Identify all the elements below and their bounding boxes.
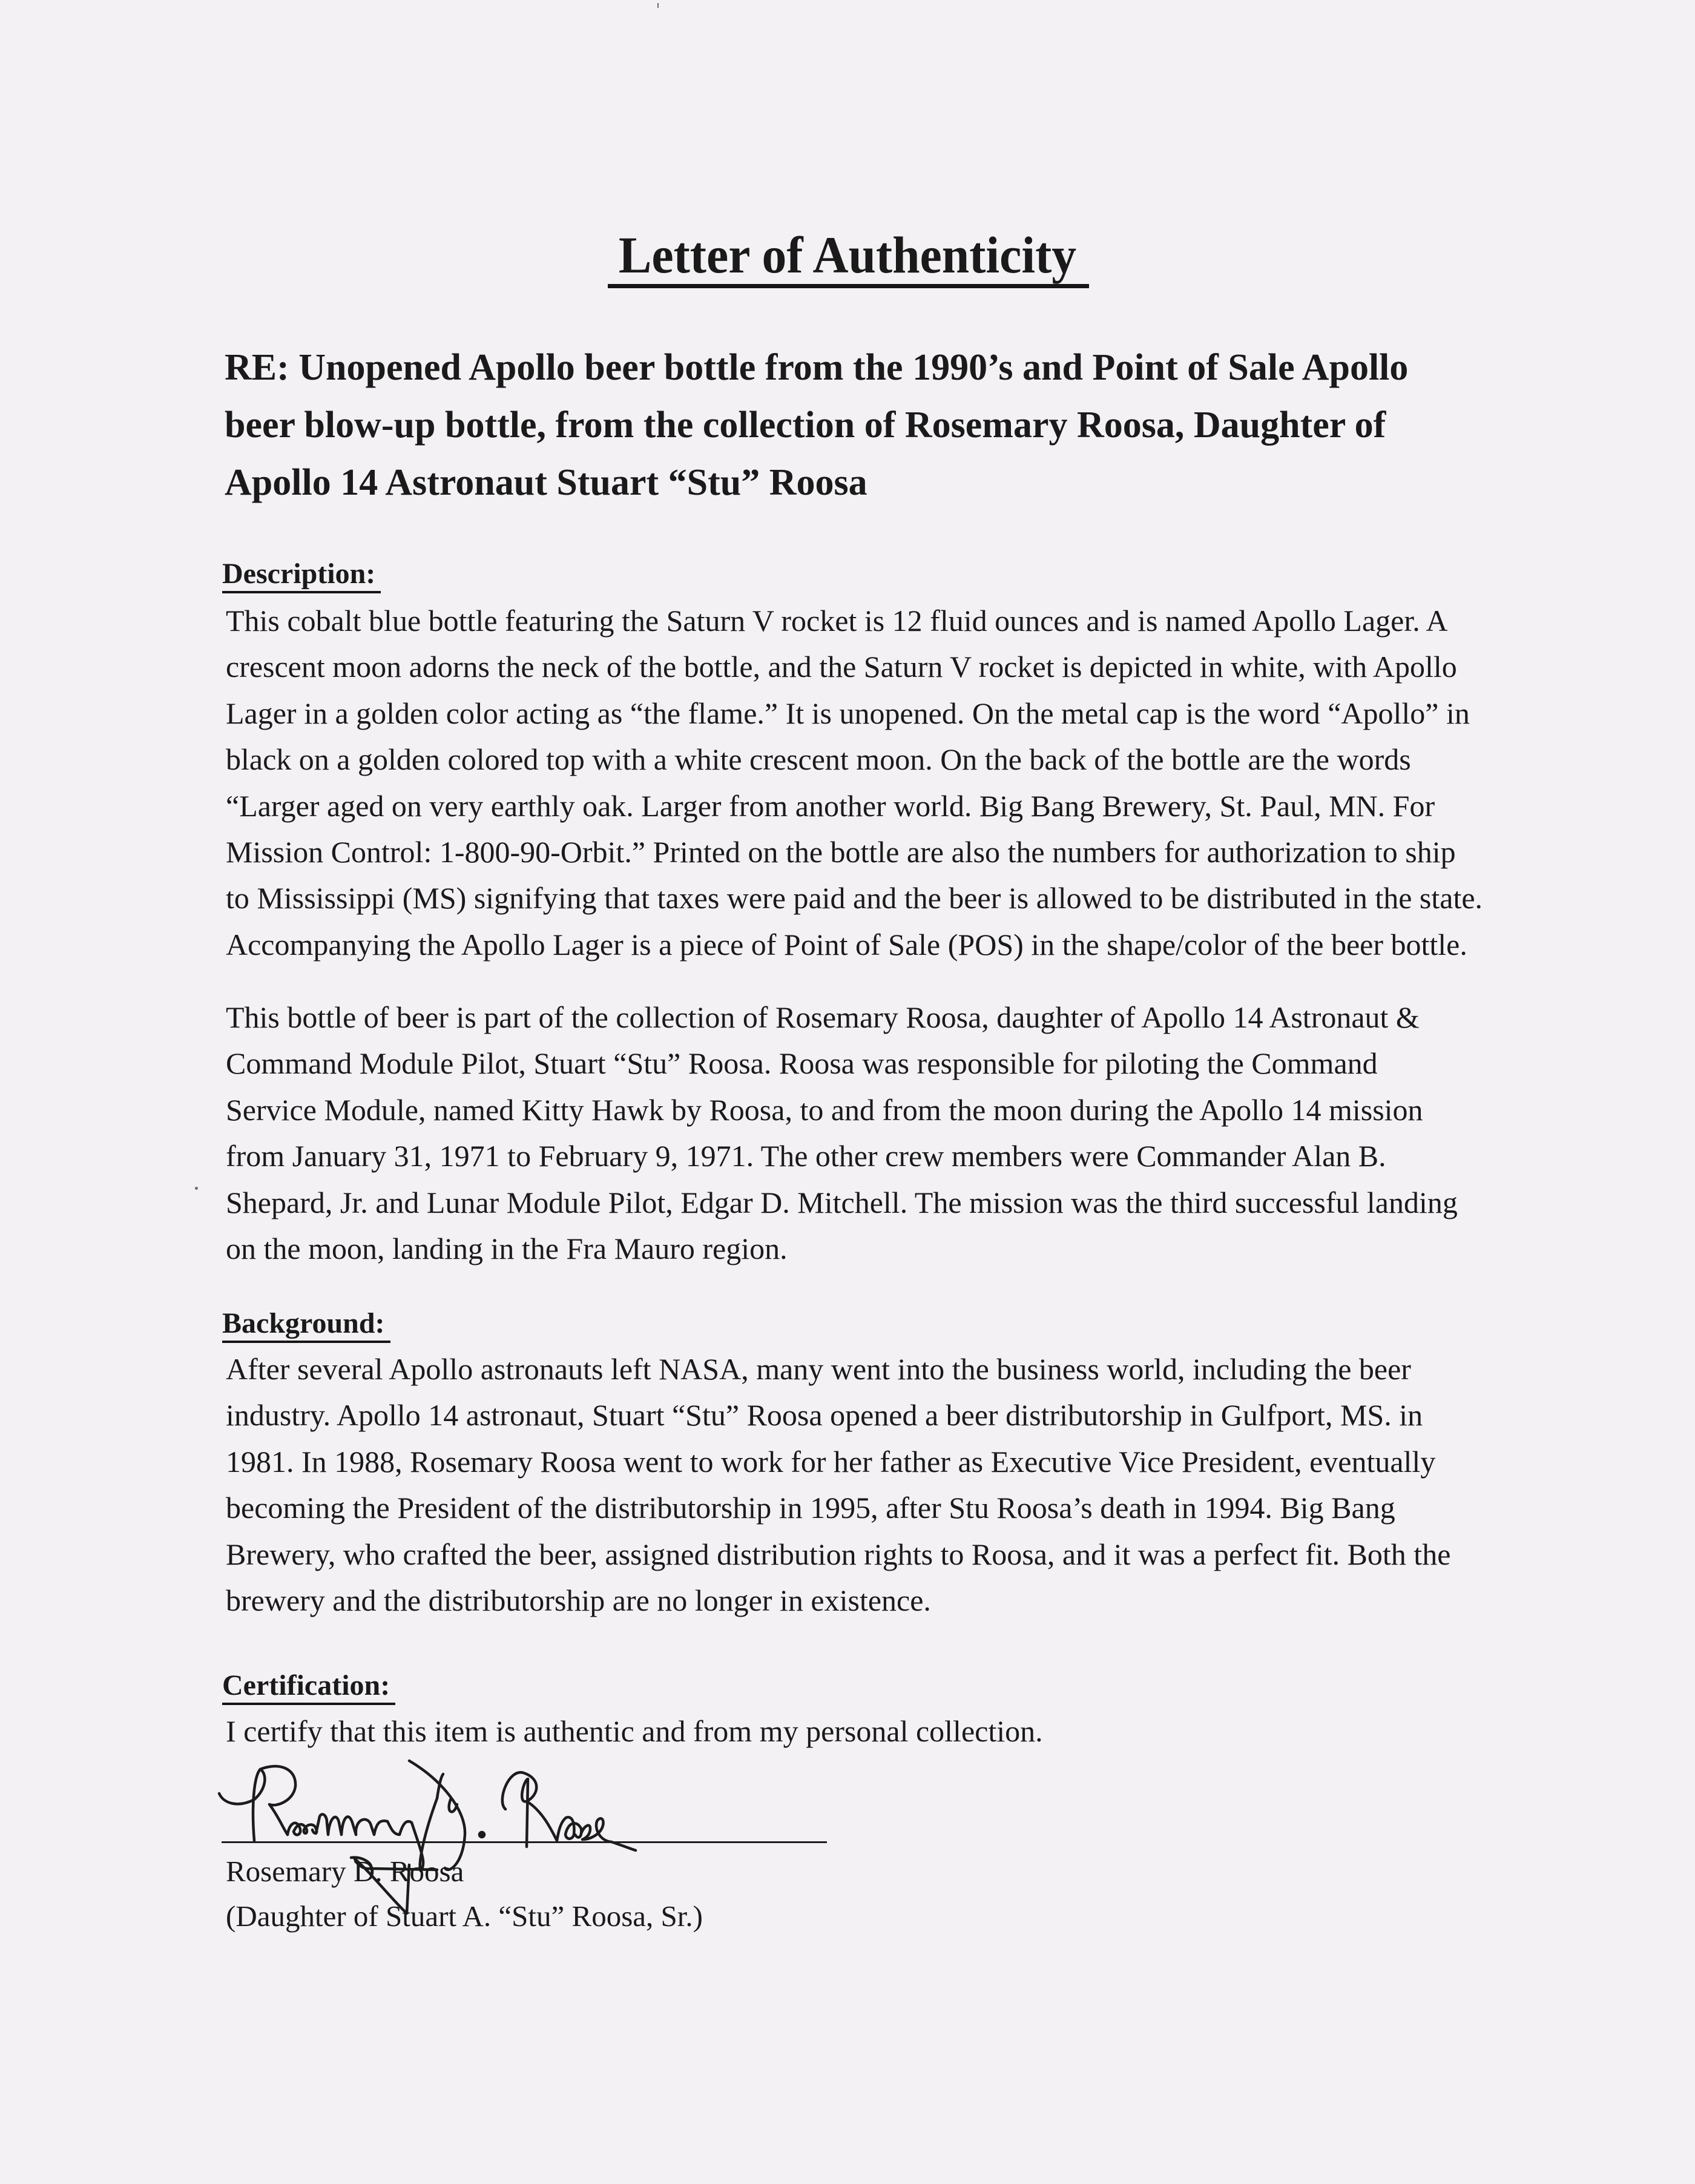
re-line: beer blow-up bottle, from the collection of Rosemary Roosa, Daughter of bbox=[225, 404, 1386, 446]
section-heading-description: Description: bbox=[222, 558, 376, 590]
section-heading-certification: Certification: bbox=[222, 1669, 390, 1701]
section-heading-background: Background: bbox=[222, 1307, 385, 1339]
body-line: on the moon, landing in the Fra Mauro region. bbox=[226, 1232, 788, 1265]
body-line: This bottle of beer is part of the collection of Rosemary Roosa, daughter of Apollo 14 Astronaut & bbox=[226, 1000, 1420, 1034]
re-line: RE: Unopened Apollo beer bottle from the 1990’s and Point of Sale Apollo bbox=[225, 347, 1409, 388]
body-line: industry. Apollo 14 astronaut, Stuart “Stu” Roosa opened a beer distributorship in Gulfport, MS. in bbox=[226, 1398, 1423, 1433]
heading-underline bbox=[222, 1341, 390, 1343]
signer-relation: (Daughter of Stuart A. “Stu” Roosa, Sr.) bbox=[226, 1899, 703, 1933]
signature-stroke bbox=[479, 1832, 484, 1837]
signature-stroke bbox=[316, 1814, 356, 1835]
heading-underline bbox=[222, 1703, 395, 1705]
title-underline bbox=[608, 284, 1089, 288]
certification-statement: I certify that this item is authentic and from my personal collection. bbox=[226, 1714, 1043, 1748]
re-line: Apollo 14 Astronaut Stuart “Stu” Roosa bbox=[225, 462, 867, 503]
body-line: to Mississippi (MS) signifying that taxes were paid and the beer is allowed to be distributed in the state. bbox=[226, 881, 1483, 915]
signer-name: Rosemary D. Roosa bbox=[226, 1855, 464, 1888]
body-line: Command Module Pilot, Stuart “Stu” Roosa. Roosa was responsible for piloting the Command bbox=[226, 1046, 1378, 1081]
body-line: Service Module, named Kitty Hawk by Roosa, to and from the moon during the Apollo 14 mission bbox=[226, 1092, 1423, 1127]
heading-underline bbox=[222, 591, 381, 593]
signature-stroke bbox=[527, 1801, 581, 1841]
scan-speck bbox=[195, 1187, 198, 1190]
body-line: Brewery, who crafted the beer, assigned distribution rights to Roosa, and it was a perfect fit. Both the bbox=[226, 1537, 1451, 1571]
body-line: After several Apollo astronauts left NASA, many went into the business world, including the beer bbox=[226, 1352, 1411, 1386]
scan-speck bbox=[657, 3, 659, 8]
body-line: crescent moon adorns the neck of the bottle, and the Saturn V rocket is depicted in white, with Apollo bbox=[226, 650, 1457, 684]
body-line: “Larger aged on very earthly oak. Larger from another world. Big Bang Brewery, St. Paul, MN. For bbox=[226, 788, 1435, 823]
body-line: becoming the President of the distributorship in 1995, after Stu Roosa’s death in 1994. Big Bang bbox=[226, 1491, 1395, 1525]
body-line: brewery and the distributorship are no longer in existence. bbox=[226, 1583, 931, 1617]
body-line: Shepard, Jr. and Lunar Module Pilot, Edgar D. Mitchell. The mission was the third successful landing bbox=[226, 1185, 1458, 1219]
signature-stroke bbox=[502, 1772, 536, 1847]
signature-stroke bbox=[581, 1818, 636, 1850]
body-line: from January 31, 1971 to February 9, 1971. The other crew members were Commander Alan B. bbox=[226, 1139, 1386, 1173]
signature-stroke bbox=[288, 1823, 317, 1835]
body-line: black on a golden colored top with a white crescent moon. On the back of the bottle are the words bbox=[226, 742, 1411, 777]
signature-stroke bbox=[409, 1761, 465, 1870]
signature-stroke bbox=[219, 1769, 265, 1841]
body-line: Accompanying the Apollo Lager is a piece of Point of Sale (POS) in the shape/color of the beer bottle. bbox=[226, 927, 1467, 962]
signature-line bbox=[222, 1841, 827, 1843]
page-title: Letter of Authenticity bbox=[618, 226, 1077, 284]
body-line: Lager in a golden color acting as “the flame.” It is unopened. On the metal cap is the word “Apollo” in bbox=[226, 696, 1470, 730]
body-line: Mission Control: 1-800-90-Orbit.” Printed on the bottle are also the numbers for authorization to ship bbox=[226, 835, 1456, 869]
body-line: 1981. In 1988, Rosemary Roosa went to work for her father as Executive Vice President, eventually bbox=[226, 1444, 1436, 1479]
body-line: This cobalt blue bottle featuring the Saturn V rocket is 12 fluid ounces and is named Apollo Lager. A bbox=[226, 604, 1448, 638]
